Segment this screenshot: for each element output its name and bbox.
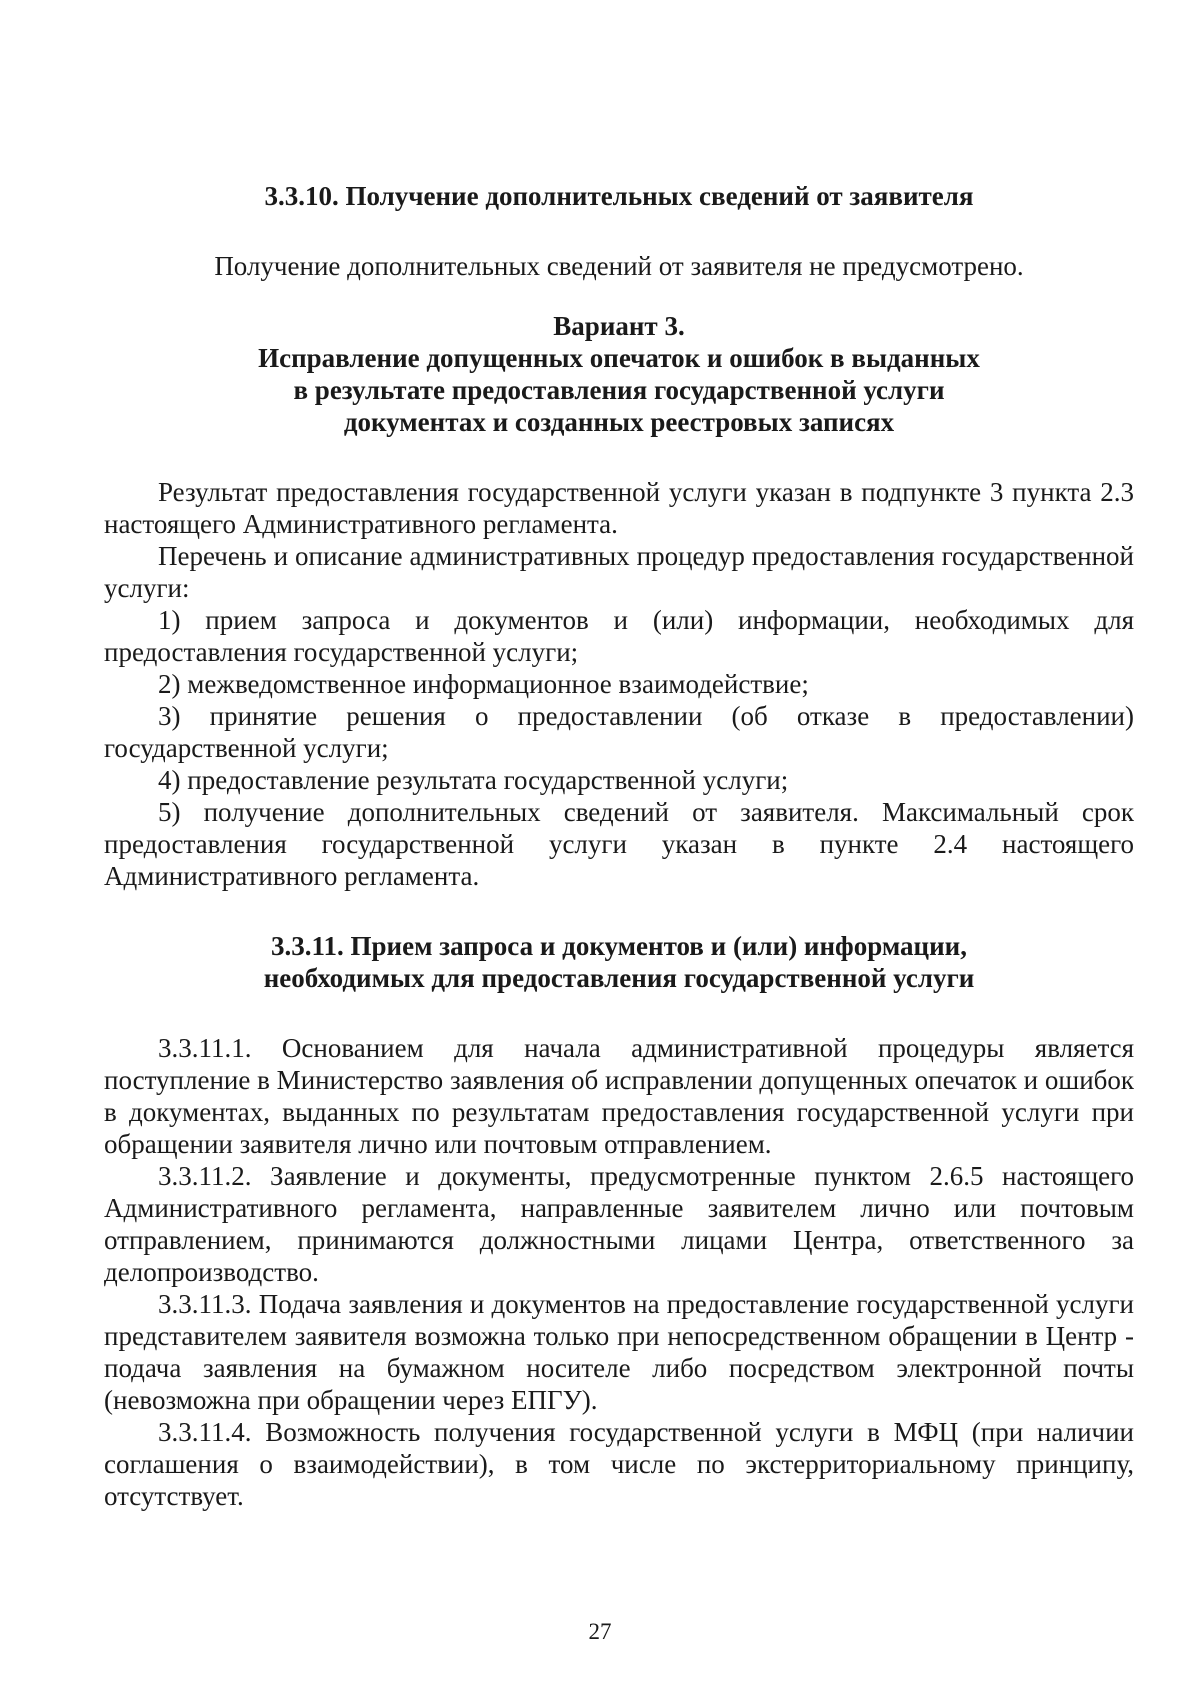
variant-result-paragraph: Результат предоставления государственной услуги указан в подпункте 3 пункта 2.3 настоящего Административного регламента. (104, 477, 1134, 539)
variant-heading (104, 310, 1134, 438)
procedures-list-intro: Перечень и описание административных процедур предоставления государственной услуги: (104, 541, 1134, 603)
section-3-3-10-heading (104, 180, 1134, 212)
variant-title: Вариант 3. (553, 311, 685, 341)
procedure-item-4: 4) предоставление результата государственной услуги; (158, 765, 789, 795)
procedure-item-3: 3) принятие решения о предоставлении (об отказе в предоставлении) государственной услуги; (104, 701, 1134, 763)
procedure-item-2: 2) межведомственное информационное взаимодействие; (158, 669, 809, 699)
section-3-3-11-heading-line-2: необходимых для предоставления государственной услуги (263, 963, 975, 993)
paragraph-3-3-11-4: 3.3.11.4. Возможность получения государственной услуги в МФЦ (при наличии соглашения о взаимодействии), в том числе по экстерриториальному принципу, отсутствует. (104, 1417, 1134, 1511)
procedure-item-1: 1) прием запроса и документов и (или) информации, необходимых для предоставления государственной услуги; (104, 605, 1134, 667)
variant-line-2: в результате предоставления государственной услуги (293, 375, 945, 405)
variant-line-1: Исправление допущенных опечаток и ошибок в выданных (258, 343, 980, 373)
procedure-item-5: 5) получение дополнительных сведений от заявителя. Максимальный срок предоставления государственной услуги указан в пункте 2.4 настоящего Административного регламента. (104, 797, 1134, 891)
paragraph-3-3-11-2: 3.3.11.2. Заявление и документы, предусмотренные пунктом 2.6.5 настоящего Административного регламента, направленные заявителем лично или почтовым отправлением, принимаются должностными лицами Центра, ответственного за делопроизводство. (104, 1161, 1134, 1287)
section-3-3-11-heading (104, 930, 1134, 994)
paragraph-3-3-11-3: 3.3.11.3. Подача заявления и документов на предоставление государственной услуги представителем заявителя возможна только при непосредственном обращении в Центр - подача заявления на бумажном носителе либо посредством электронной почты (невозможна при обращении через ЕПГУ). (104, 1289, 1134, 1415)
paragraph-3-3-11-1: 3.3.11.1. Основанием для начала административной процедуры является поступление в Министерство заявления об исправлении допущенных опечаток и ошибок в документах, выданных по результатам предоставления государственной услуги при обращении заявителя лично или почтовым отправлением. (104, 1033, 1134, 1159)
variant-line-3: документах и созданных реестровых записях (343, 407, 895, 437)
page-number: 27 (588, 1619, 612, 1644)
section-3-3-11-heading-line-1: 3.3.11. Прием запроса и документов и (или) информации, (271, 931, 967, 961)
document-body (104, 180, 1134, 1512)
heading-text: 3.3.10. Получение дополнительных сведений от заявителя (264, 181, 974, 211)
section-3-3-10-text: Получение дополнительных сведений от заявителя не предусмотрено. (214, 251, 1024, 281)
